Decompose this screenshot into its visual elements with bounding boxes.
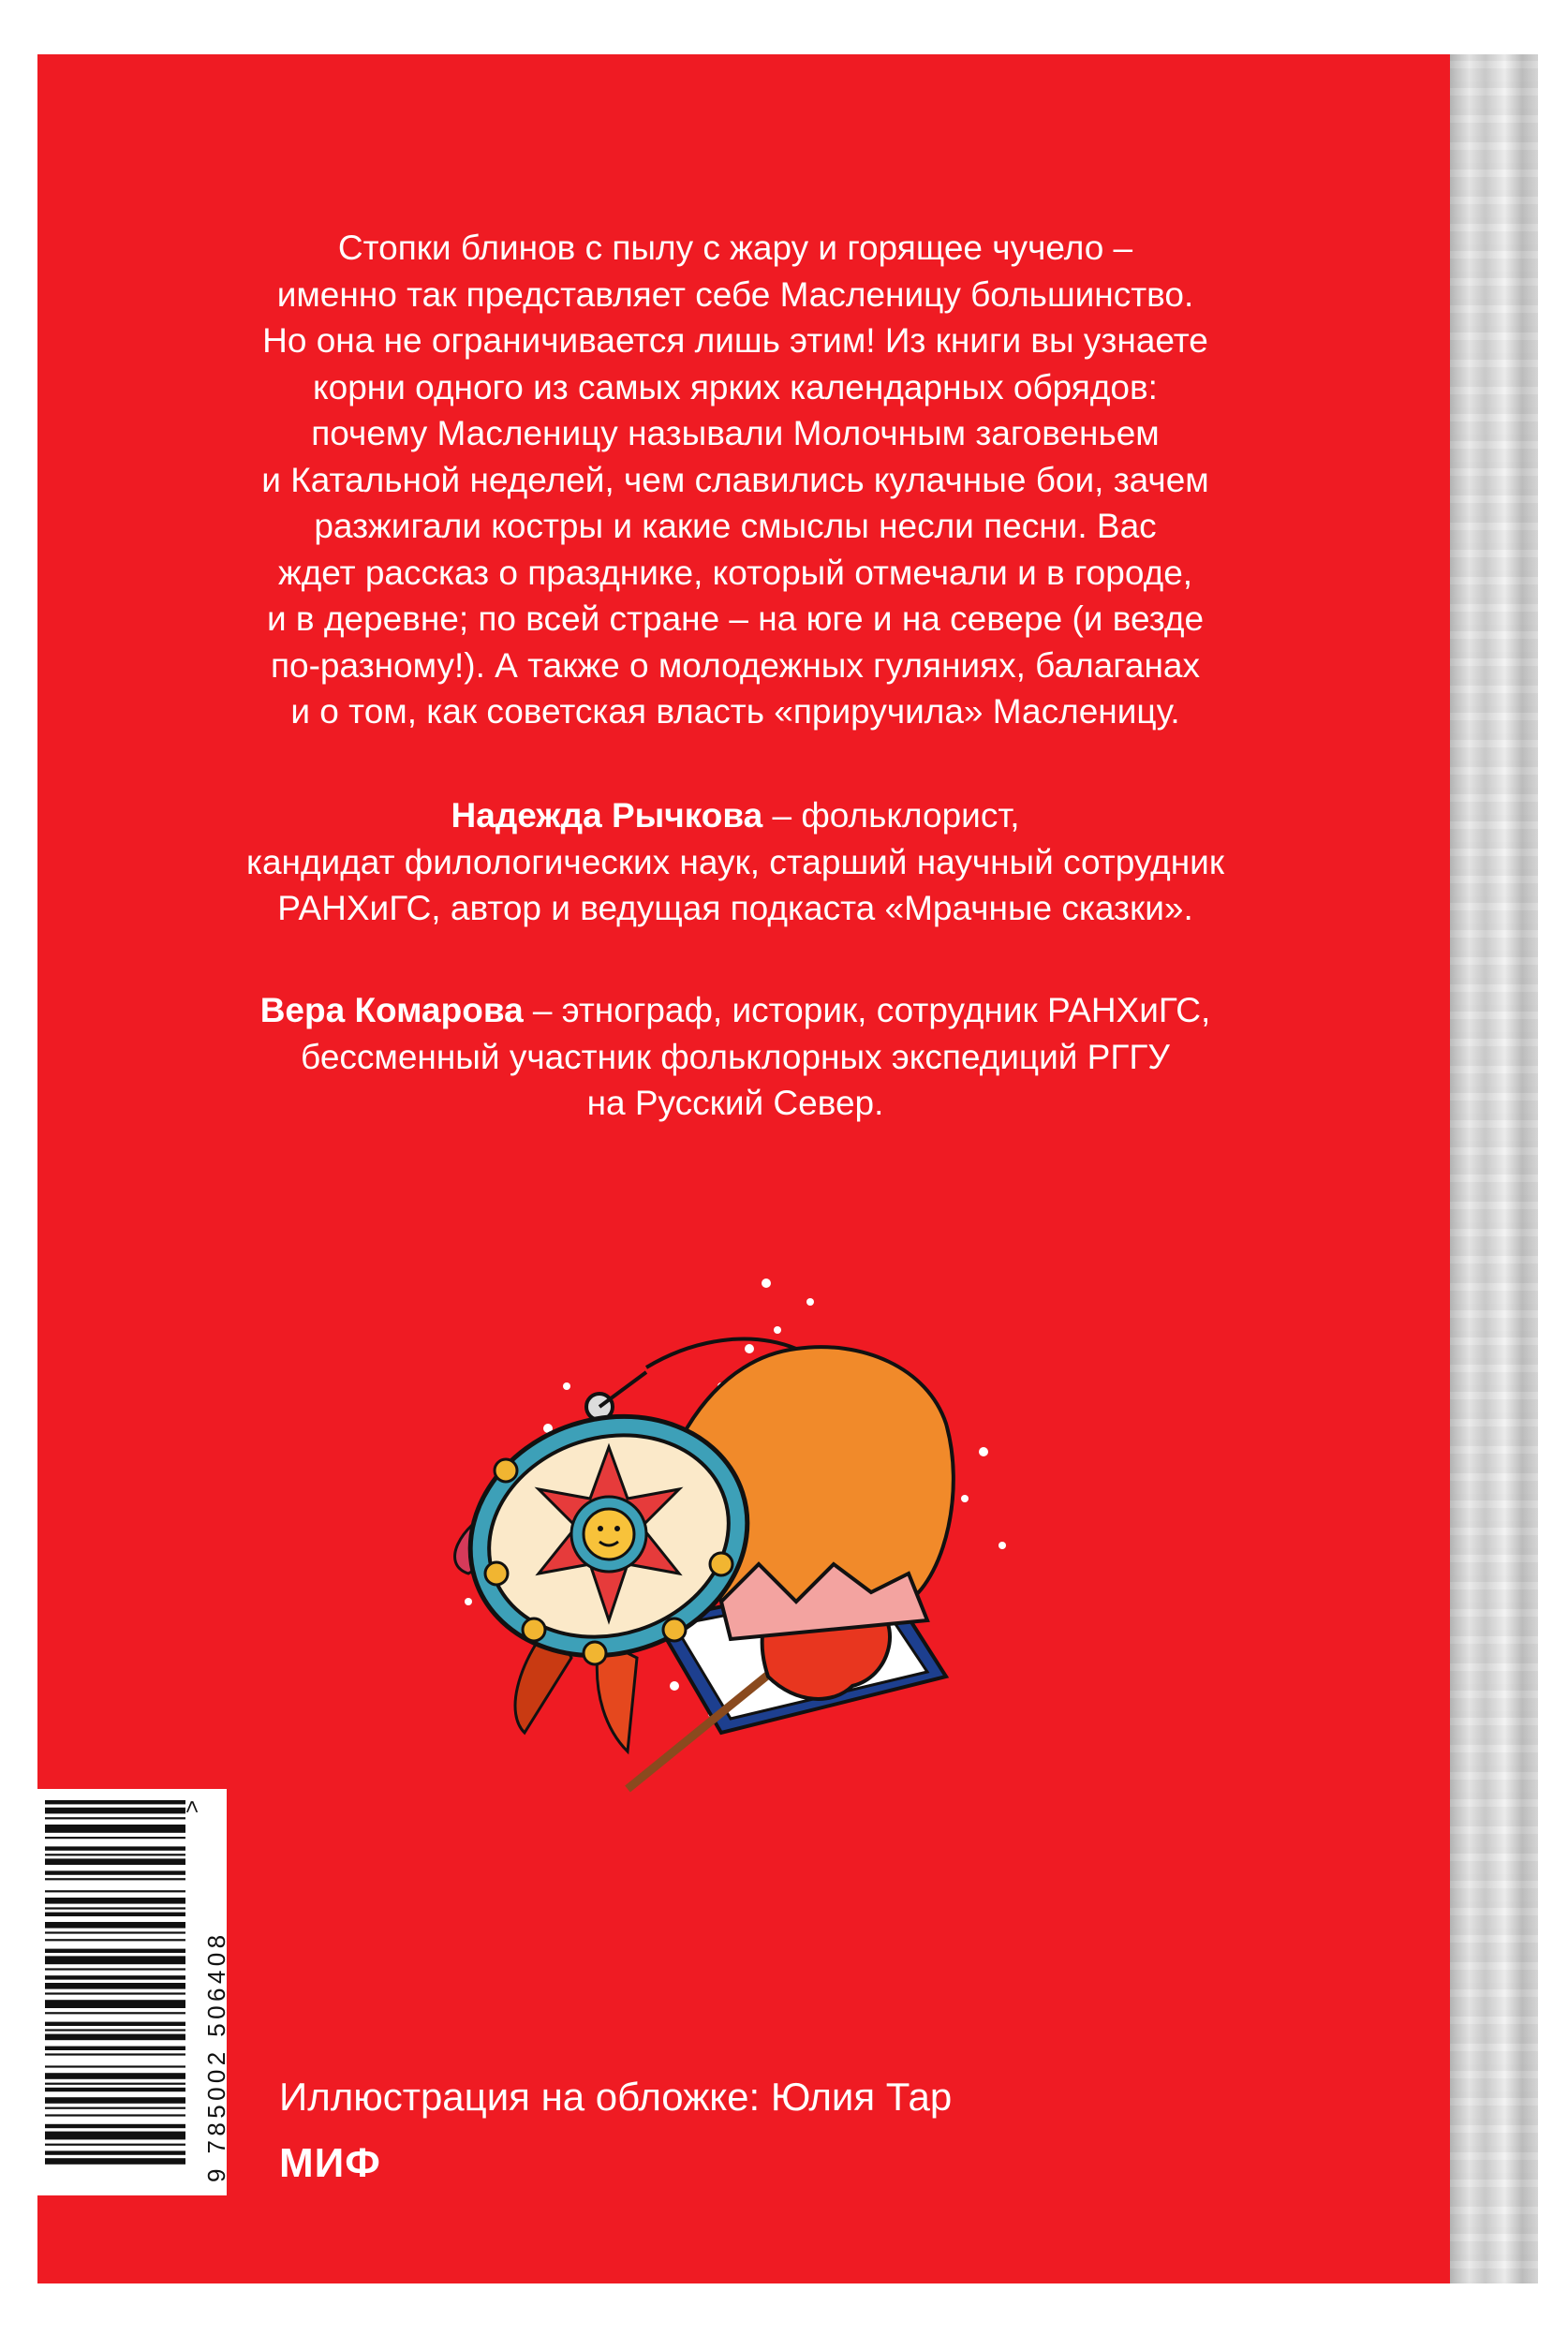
- description-line: почему Масленицу называли Молочным заговеньем: [311, 414, 1160, 452]
- author-bio-line: кандидат филологических наук, старший научный сотрудник: [245, 842, 1225, 881]
- barcode-bars: [37, 1789, 227, 2195]
- description-line: и Катальной неделей, чем славились кулачные бои, зачем: [261, 460, 1209, 499]
- book-description: [112, 225, 1358, 735]
- barcode-arrow: >: [180, 1799, 206, 1814]
- illustration-credit: Иллюстрация на обложке: Юлия Тар: [279, 2075, 953, 2119]
- barcode: [37, 1789, 227, 2195]
- book-spine-edge: [1450, 54, 1538, 2283]
- description-line: именно так представляет себе Масленицу большинство.: [276, 274, 1194, 314]
- maslenitsa-illustration: [440, 1264, 1021, 1826]
- description-line: Стопки блинов с пылу с жару и горящее чучело –: [337, 229, 1133, 267]
- author-bio-line: на Русский Север.: [586, 1084, 884, 1122]
- description-line: и о том, как советская власть «приручила» Масленицу.: [290, 692, 1180, 731]
- author-bio-text: – этнограф, историк, сотрудник РАНХиГС,: [523, 991, 1211, 1029]
- author-bio-line: РАНХиГС, автор и ведущая подкаста «Мрачные сказки».: [277, 889, 1193, 927]
- description-line: разжигали костры и какие смыслы несли песни. Вас: [314, 507, 1157, 545]
- description-line: по-разному!). А также о молодежных гуляниях, балаганах: [270, 645, 1201, 685]
- author-bio-text: – фольклорист,: [762, 796, 1020, 835]
- author-bio-komarova: [112, 987, 1358, 1127]
- description-line: ждет рассказ о празднике, который отмечали и в городе,: [277, 553, 1193, 592]
- author-bio-rychkova: [112, 792, 1358, 932]
- description-line: корни одного из самых ярких календарных обрядов:: [313, 367, 1158, 406]
- author-name: Надежда Рычкова: [451, 796, 763, 835]
- author-name: Вера Комарова: [259, 991, 524, 1029]
- sun-face: [584, 1509, 634, 1559]
- author-bio-line: бессменный участник фольклорных экспедиций РГГУ: [301, 1037, 1170, 1076]
- description-line: и в деревне; по всей стране – на юге и на севере (и везде: [266, 599, 1205, 638]
- publisher-logo: МИФ: [279, 2140, 381, 2186]
- isbn-number: 9 785002 506408: [202, 1930, 230, 2182]
- description-line: Но она не ограничивается лишь этим! Из книги вы узнаете: [262, 321, 1208, 360]
